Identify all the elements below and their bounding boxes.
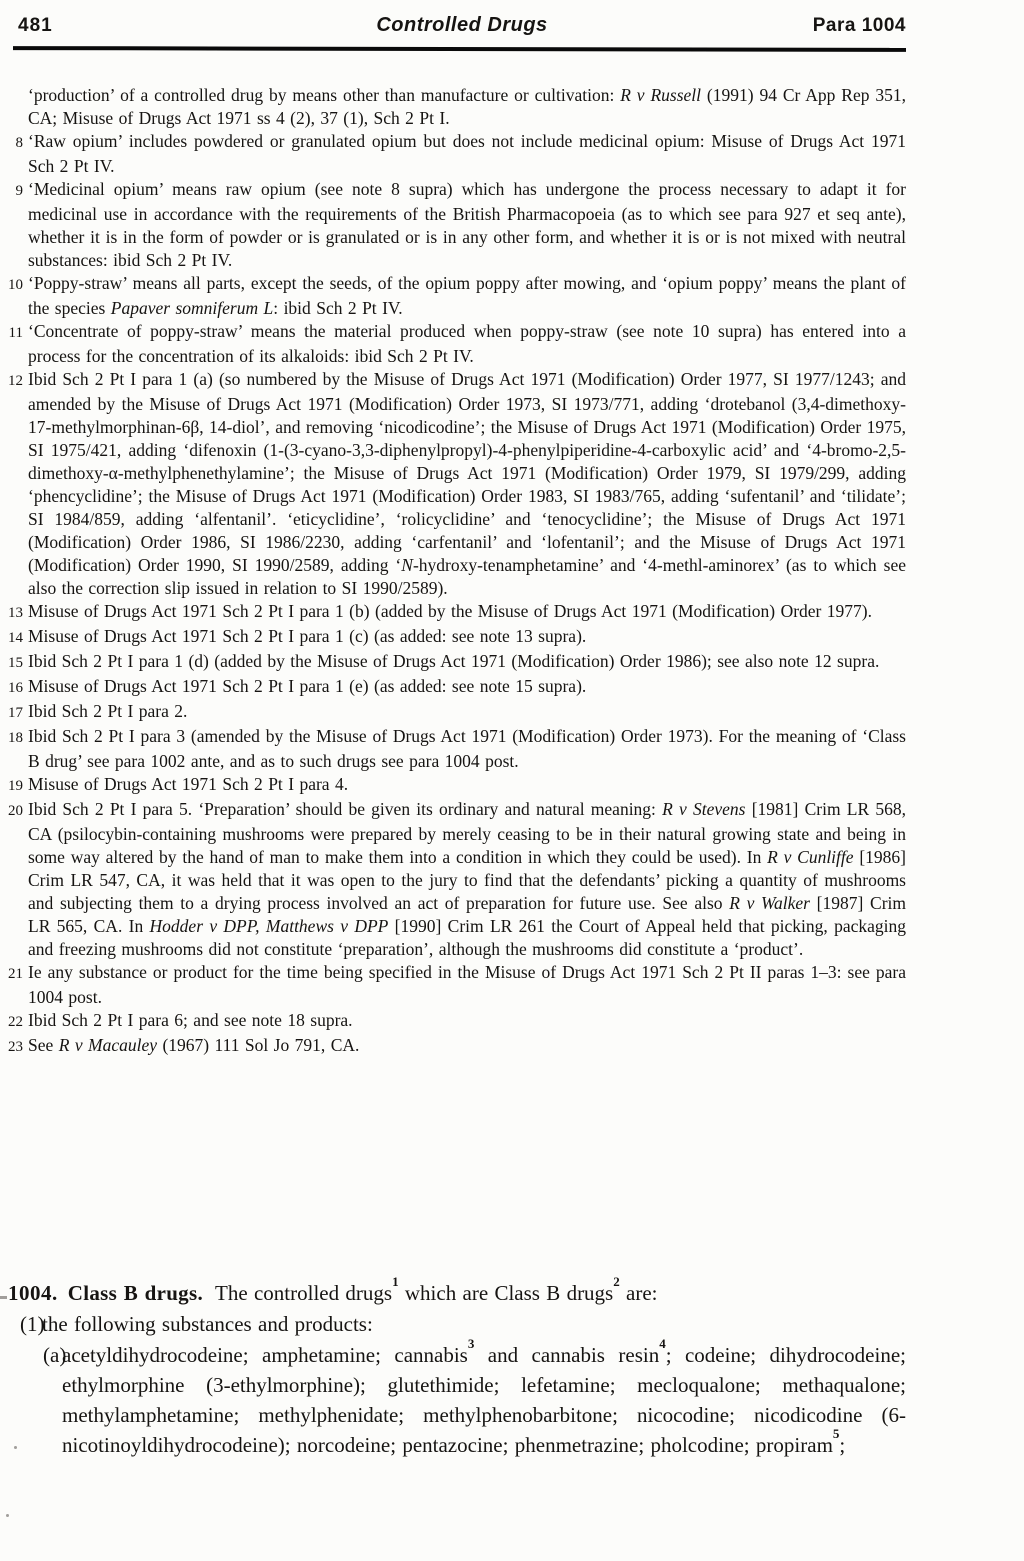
footnote-text: Ibid Sch 2 Pt I para 5. ‘Preparation’ should be given its ordinary and natural meaning: R v Stevens [1981] Crim LR 568, CA (psilocybin-containing mushrooms were prepared by merely ceasing to be in their natural growing state and being in some way altered by the hand of man to make them into a condition in which they could be used). In R v Cunliffe [1986] Crim LR 547, CA, it was held that it was open to the jury to find that the defendants’ picking a quantity of mushrooms and subjecting them to a drying process involved an act of preparation for future use. See also R v Walker [1987] Crim LR 565, CA. In Hodder v DPP, Matthews v DPP [1990] Crim LR 261 the Court of Appeal held that picking, packaging and freezing mushrooms did not constitute ‘preparation’, although the mushrooms did constitute a ‘product’. xyxy=(28,799,906,959)
footnote-item xyxy=(8,178,906,272)
footnote-text: Ibid Sch 2 Pt I para 1 (d) (added by the Misuse of Drugs Act 1971 (Modification) Order 1986); see also note 12 supra. xyxy=(28,651,880,671)
footnote-text: ‘Raw opium’ includes powdered or granulated opium but does not include medicinal opium: Misuse of Drugs Act 1971 Sch 2 Pt IV. xyxy=(28,131,906,176)
footnote-number: 14 xyxy=(8,630,23,646)
footnote-number: 20 xyxy=(8,803,23,819)
footnote-text: Ibid Sch 2 Pt I para 2. xyxy=(28,701,188,721)
footnote-text: Ibid Sch 2 Pt I para 6; and see note 18 supra. xyxy=(28,1010,353,1030)
footnote-item xyxy=(8,625,906,650)
para-number: 1004. xyxy=(8,1281,58,1305)
footnote-item xyxy=(8,798,906,961)
footnote-number: 13 xyxy=(8,605,23,621)
footnotes-section xyxy=(8,84,906,1059)
para-reference: Para 1004 xyxy=(812,15,906,36)
para-heading: Class B drugs. xyxy=(67,1281,204,1305)
footnote-text: ‘production’ of a controlled drug by means other than manufacture or cultivation: R v Russell (1991) 94 Cr App Rep 351, CA; Misuse of Drugs Act 1971 ss 4 (2), 37 (1), Sch 2 Pt I. xyxy=(28,85,906,128)
footnote-number: 11 xyxy=(8,325,23,341)
footnote-item xyxy=(8,600,906,625)
running-head xyxy=(8,14,906,37)
footnote-number: 21 xyxy=(8,966,23,982)
footnote-item xyxy=(8,773,906,798)
footnote-item xyxy=(8,84,906,130)
footnote-number: 16 xyxy=(8,680,23,696)
header-rule xyxy=(13,46,906,52)
para-lead xyxy=(8,1274,906,1308)
footnote-text: See R v Macauley (1967) 111 Sol Jo 791, CA. xyxy=(28,1035,360,1055)
list-item-1-label: (1) xyxy=(20,1312,45,1336)
footnote-number: 15 xyxy=(8,655,23,671)
footnote-item xyxy=(8,725,906,773)
footnote-item xyxy=(8,675,906,700)
page-number: 481 xyxy=(18,15,53,36)
footnote-number: 18 xyxy=(8,730,23,746)
footnote-number: 10 xyxy=(8,277,23,293)
footnote-item xyxy=(8,368,906,600)
footnote-text: ‘Concentrate of poppy-straw’ means the material produced when poppy-straw (see note 10 supra) has entered into a process for the concentration of its alkaloids: ibid Sch 2 Pt IV. xyxy=(28,321,906,366)
footnote-text: Misuse of Drugs Act 1971 Sch 2 Pt I para 1 (b) (added by the Misuse of Drugs Act 1971 (Modification) Order 1977). xyxy=(28,601,873,621)
footnote-text: Misuse of Drugs Act 1971 Sch 2 Pt I para 1 (c) (as added: see note 13 supra). xyxy=(28,626,587,646)
footnote-text: Misuse of Drugs Act 1971 Sch 2 Pt I para 4. xyxy=(28,774,349,794)
list-item-1-text: the following substances and products: xyxy=(42,1312,373,1336)
list-item-a xyxy=(8,1336,906,1460)
footnote-item xyxy=(8,320,906,368)
footnote-number: 8 xyxy=(15,135,23,151)
footnote-item xyxy=(8,650,906,675)
footnote-item xyxy=(8,961,906,1009)
scan-artifact xyxy=(6,1514,9,1517)
footnote-item xyxy=(8,700,906,725)
footnote-item xyxy=(8,272,906,320)
footnote-item xyxy=(8,130,906,178)
footnote-item xyxy=(8,1009,906,1034)
list-item-1 xyxy=(8,1309,906,1339)
footnote-text: Ibid Sch 2 Pt I para 3 (amended by the Misuse of Drugs Act 1971 (Modification) Order 1973). For the meaning of ‘Class B drug’ see para 1002 ante, and as to such drugs see para 1004 post. xyxy=(28,726,906,771)
footnote-text: Ie any substance or product for the time being specified in the Misuse of Drugs Act 1971 Sch 2 Pt II paras 1–3: see para 1004 post. xyxy=(28,962,906,1007)
list-item-a-label: (a) xyxy=(43,1343,67,1367)
footnote-item xyxy=(8,1034,906,1059)
scan-artifact xyxy=(14,1446,17,1449)
footnote-number: 19 xyxy=(8,778,23,794)
paragraph-1004 xyxy=(8,1274,906,1460)
footnote-number: 9 xyxy=(15,183,23,199)
list-item-a-text: acetyldihydrocodeine; amphetamine; cannabis$^3$ and cannabis resin$^4$; codeine; dihydrocodeine; ethylmorphine (3-ethylmorphine); glutethimide; lefetamine; mecloqualone; methaqualone; methylamphetamine; methylphenidate; methylphenobarbitone; nicocodine; nicodicodine (6-nicotinoyldihydrocodeine); norcodeine; pentazocine; phenmetrazine; pholcodine; propiram$^5$; xyxy=(62,1336,906,1457)
footnote-number: 22 xyxy=(8,1014,23,1030)
running-title: Controlled Drugs xyxy=(376,14,548,36)
footnote-text: ‘Medicinal opium’ means raw opium (see note 8 supra) which has undergone the process necessary to adapt it for medicinal use in accordance with the requirements of the British Pharmacopoeia (as to which see para 927 et seq ante), whether it is in the form of powder or is granulated or is in any other form, and whether it is or is not mixed with neutral substances: ibid Sch 2 Pt IV. xyxy=(28,179,906,270)
footnote-number: 12 xyxy=(8,373,23,389)
scan-artifact xyxy=(0,1296,7,1299)
footnote-text: Misuse of Drugs Act 1971 Sch 2 Pt I para 1 (e) (as added: see note 15 supra). xyxy=(28,676,587,696)
footnote-text: ‘Poppy-straw’ means all parts, except the seeds, of the opium poppy after mowing, and ‘opium poppy’ means the plant of the species Papaver somniferum L: ibid Sch 2 Pt IV. xyxy=(28,273,906,318)
footnote-text: Ibid Sch 2 Pt I para 1 (a) (so numbered by the Misuse of Drugs Act 1971 (Modification) Order 1977, SI 1977/1243; and amended by the Misuse of Drugs Act 1971 (Modification) Order 1973, SI 1973/771, adding ‘drotebanol (3,4-dimethoxy-17-methylmorphinan-6β, 14-diol’, and removing ‘nicodicodine’; the Misuse of Drugs Act 1971 (Modification) Order 1975, SI 1975/421, adding ‘difenoxin (1-(3-cyano-3,3-diphenylpropyl)-4-phenylpiperidine-4-carboxylic acid’ and ‘4-bromo-2,5-dimethoxy-α-methylphenethylamine’; the Misuse of Drugs Act 1971 (Modification) Order 1979, SI 1979/299, adding ‘phencyclidine’; the Misuse of Drugs Act 1971 (Modification) Order 1983, SI 1983/765, adding ‘sufentanil’ and ‘tilidate’; SI 1984/859, adding ‘alfentanil’. ‘eticyclidine’, ‘rolicyclidine’ and ‘tenocyclidine’; the Misuse of Drugs Act 1971 (Modification) Order 1986, SI 1986/2230, adding ‘carfentanil’ and ‘lofentanil’; and the Misuse of Drugs Act 1971 (Modification) Order 1990, SI 1990/2589, adding ‘N-hydroxy-tenamphetamine’ and ‘4-methl-aminorex’ (as to which see also the correction slip issued in relation to SI 1990/2589). xyxy=(28,369,906,598)
para-intro: The controlled drugs$^1$ which are Class B drugs$^2$ are: xyxy=(215,1274,658,1305)
footnote-number: 23 xyxy=(8,1039,23,1055)
footnote-number: 17 xyxy=(8,705,23,721)
